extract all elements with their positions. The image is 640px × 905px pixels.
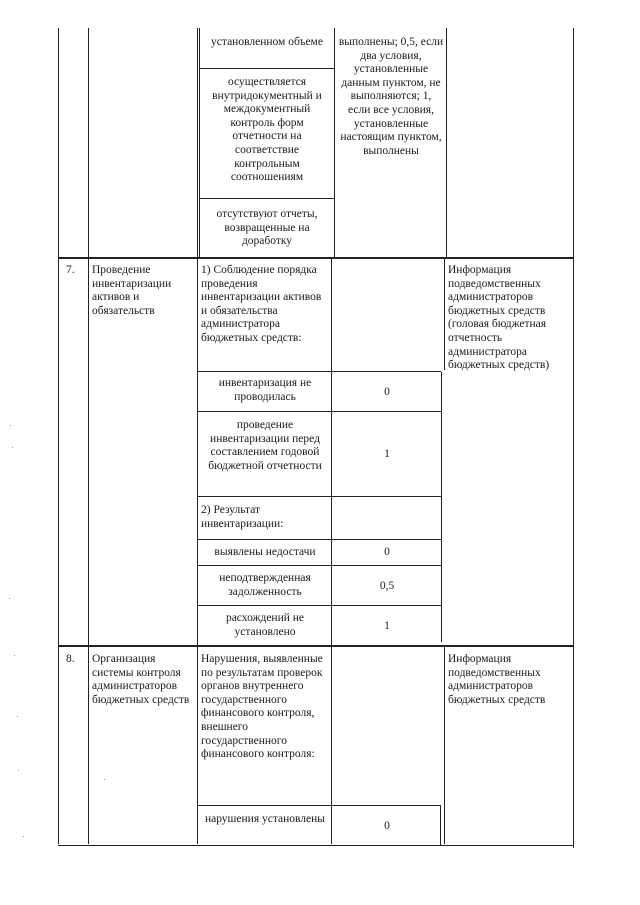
col-sep-source-2	[444, 258, 445, 370]
row8-name: Организация системы контроля администраторов бюджетных средств	[92, 653, 190, 706]
row6-score-text: выполнены; 0,5, если два условия, установленные данным пунктом, не выполняются; 1, если все условия, установленные настоящим пунктом, выполнены	[338, 36, 444, 157]
row7-item-score: 0,5	[379, 580, 395, 592]
row7-sep-e	[197, 565, 441, 566]
row6-criterion-1: установленном объеме	[211, 36, 323, 48]
row7-item-score: 1	[384, 620, 390, 632]
row7-item-label: неподтвержденная задолженность	[219, 572, 311, 598]
row6-criteria-sep-2	[199, 198, 334, 199]
row8-sep-a	[197, 805, 441, 806]
row8-source: Информация подведомственных администраторов бюджетных средств	[448, 653, 546, 706]
row-sep-7-8	[58, 645, 573, 647]
scan-speck	[12, 447, 13, 448]
col-sep-criteria-left	[199, 28, 200, 258]
row7-sep-b	[197, 411, 441, 412]
row7-sub2-heading: 2) Результат инвентаризации:	[201, 504, 284, 530]
scan-speck	[18, 770, 19, 771]
table-border-right	[573, 28, 574, 848]
row7-source: Информация подведомственных администраторов бюджетных средств (головая бюджетная отчетность администратора бюджетных средств)	[448, 264, 550, 372]
row6-criteria-sep-1	[199, 68, 334, 69]
row6-criterion-3: отсутствуют отчеты, возвращенные на доработку	[216, 208, 318, 248]
col-sep-criteria-right	[334, 28, 335, 258]
col-sep-criteria-sub	[441, 372, 442, 642]
scan-speck	[23, 836, 24, 837]
col-sep-criteria-sub-2	[440, 806, 441, 846]
col-sep-number	[88, 28, 89, 844]
col-sep-name	[197, 28, 198, 844]
table-border-bottom	[58, 845, 573, 846]
row8-item-label: нарушения установлены	[204, 813, 326, 825]
row7-item-score: 1	[384, 448, 390, 460]
scan-speck	[10, 425, 11, 426]
row7-name: Проведение инвентаризации активов и обязательств	[92, 264, 172, 317]
row8-item-score: 0	[384, 820, 390, 832]
col-sep-score	[331, 258, 332, 844]
scan-speck	[14, 655, 15, 656]
col-sep-source-3	[444, 646, 445, 844]
row7-item-score: 0	[384, 386, 390, 398]
row7-item-label: инвентаризация не проводилась	[218, 377, 312, 403]
row6-criterion-2: осуществляется внутридокументный и междокументный контроль форм отчетности на соответствие контрольным соотношениям	[212, 76, 322, 184]
row7-item-label: выявлены недостачи	[214, 546, 316, 558]
row8-number: 8.	[66, 653, 75, 665]
scan-speck	[104, 779, 105, 780]
scan-speck	[9, 598, 10, 599]
row7-number: 7.	[66, 264, 75, 276]
row7-sep-d	[197, 539, 441, 540]
row7-sub1-heading: 1) Соблюдение порядка проведения инвентаризации активов и обязательства администратора бюджетных средств:	[201, 264, 322, 344]
row7-item-score: 0	[384, 546, 390, 558]
row7-sep-c	[197, 496, 441, 497]
row7-item-label: расхождений не установлено	[225, 612, 305, 638]
row7-item-label: проведение инвентаризации перед составлением годовой бюджетной отчетности	[208, 419, 322, 472]
col-sep-source	[446, 28, 447, 258]
row-sep-6-7	[58, 257, 573, 259]
row7-sep-f	[197, 605, 441, 606]
scan-speck	[17, 716, 18, 717]
table-border-left	[58, 28, 59, 844]
row7-sep-a	[197, 371, 441, 372]
row8-heading: Нарушения, выявленные по результатам проверок органов внутреннего государственного финансового контроля, внешнего государственного финансового контроля:	[201, 653, 323, 761]
